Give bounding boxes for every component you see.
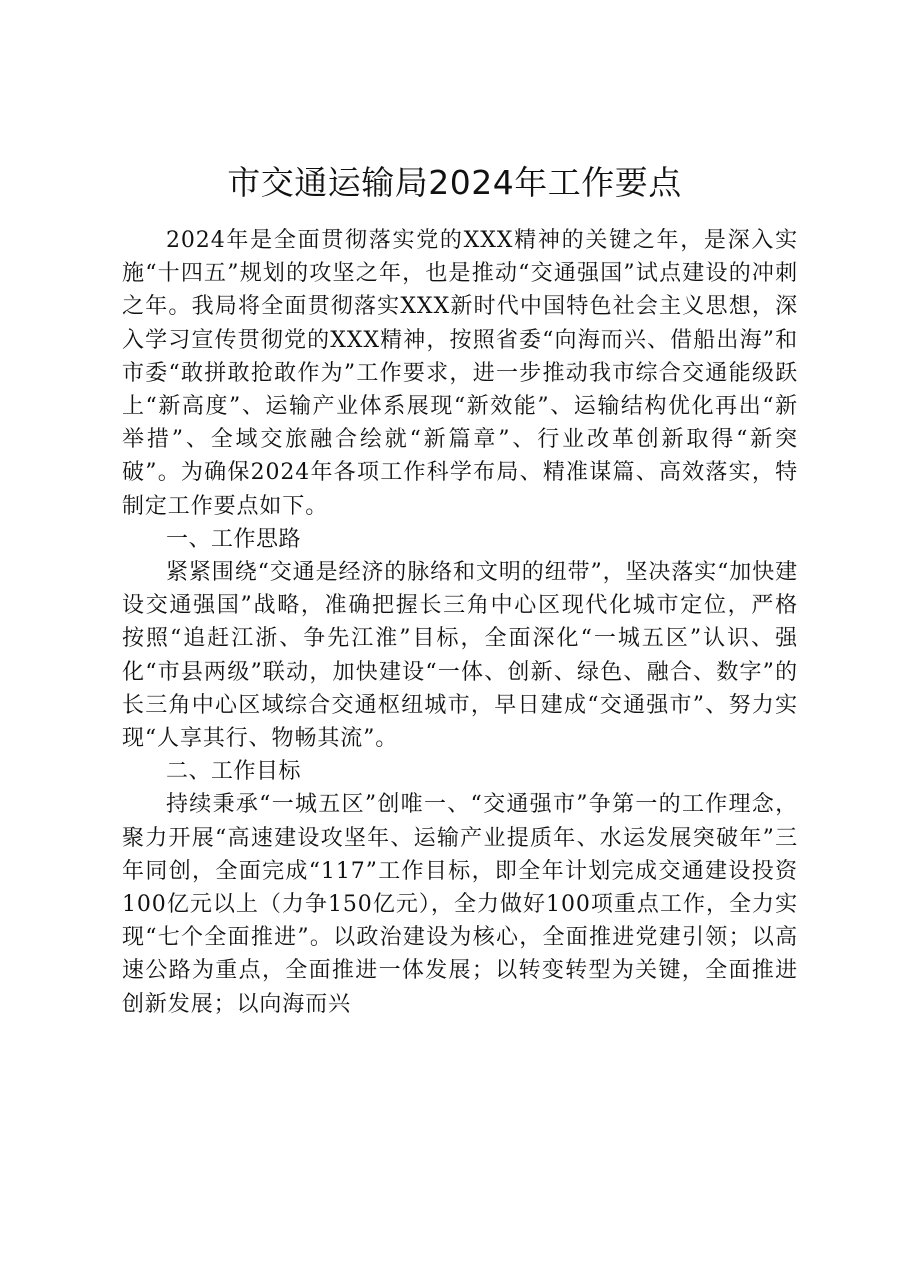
section-heading-work-approach: 一、工作思路 [166,526,302,552]
intro-paragraph: 2024年是全面贯彻落实党的XXX精神的关键之年，是深入实施“十四五”规划的攻坚之年，也是推动“交通强国”试点建设的冲刺之年。我局将全面贯彻落实XXX新时代中国特色社会主义思想，深入学习宣传贯彻党的XXX精神，按照省委“向海而兴、借船出海”和市委“敢拼敢抢敢作为”工作要求，进一步推动我市综合交通能级跃上“新高度”、运输产业体系展现“新效能”、运输结构优化再出“新举措”、全域交旅融合绘就“新篇章”、行业改革创新取得“新突破”。为确保2024年各项工作科学布局、精准谋篇、高效落实，特制定工作要点如下。 [122,228,798,519]
work-goals-paragraph: 持续秉承“一城五区”创唯一、“交通强市”争第一的工作理念，聚力开展“高速建设攻坚年、运输产业提质年、水运发展突破年”三年同创，全面完成“117”工作目标，即全年计划完成交通建设投资100亿元以上（力争150亿元），全力做好100项重点工作，全力实现“七个全面推进”。以政治建设为核心，全面推进党建引领；以高速公路为重点，全面推进一体发展；以转变转型为关键，全面推进创新发展；以向海而兴 [122,792,798,1017]
section-heading-work-goals: 二、工作目标 [166,759,302,785]
document-title: 市交通运输局2024年工作要点 [227,163,682,202]
work-approach-paragraph: 紧紧围绕“交通是经济的脉络和文明的纽带”，坚决落实“加快建设交通强国”战略，准确把握长三角中心区现代化城市定位，严格按照“追赶江浙、争先江淮”目标，全面深化“一城五区”认识、强化“市县两级”联动，加快建设“一体、创新、绿色、融合、数字”的长三角中心区域综合交通枢纽城市，早日建成“交通强市”、努力实现“人享其行、物畅其流”。 [122,560,798,752]
document-body [122,224,798,1021]
